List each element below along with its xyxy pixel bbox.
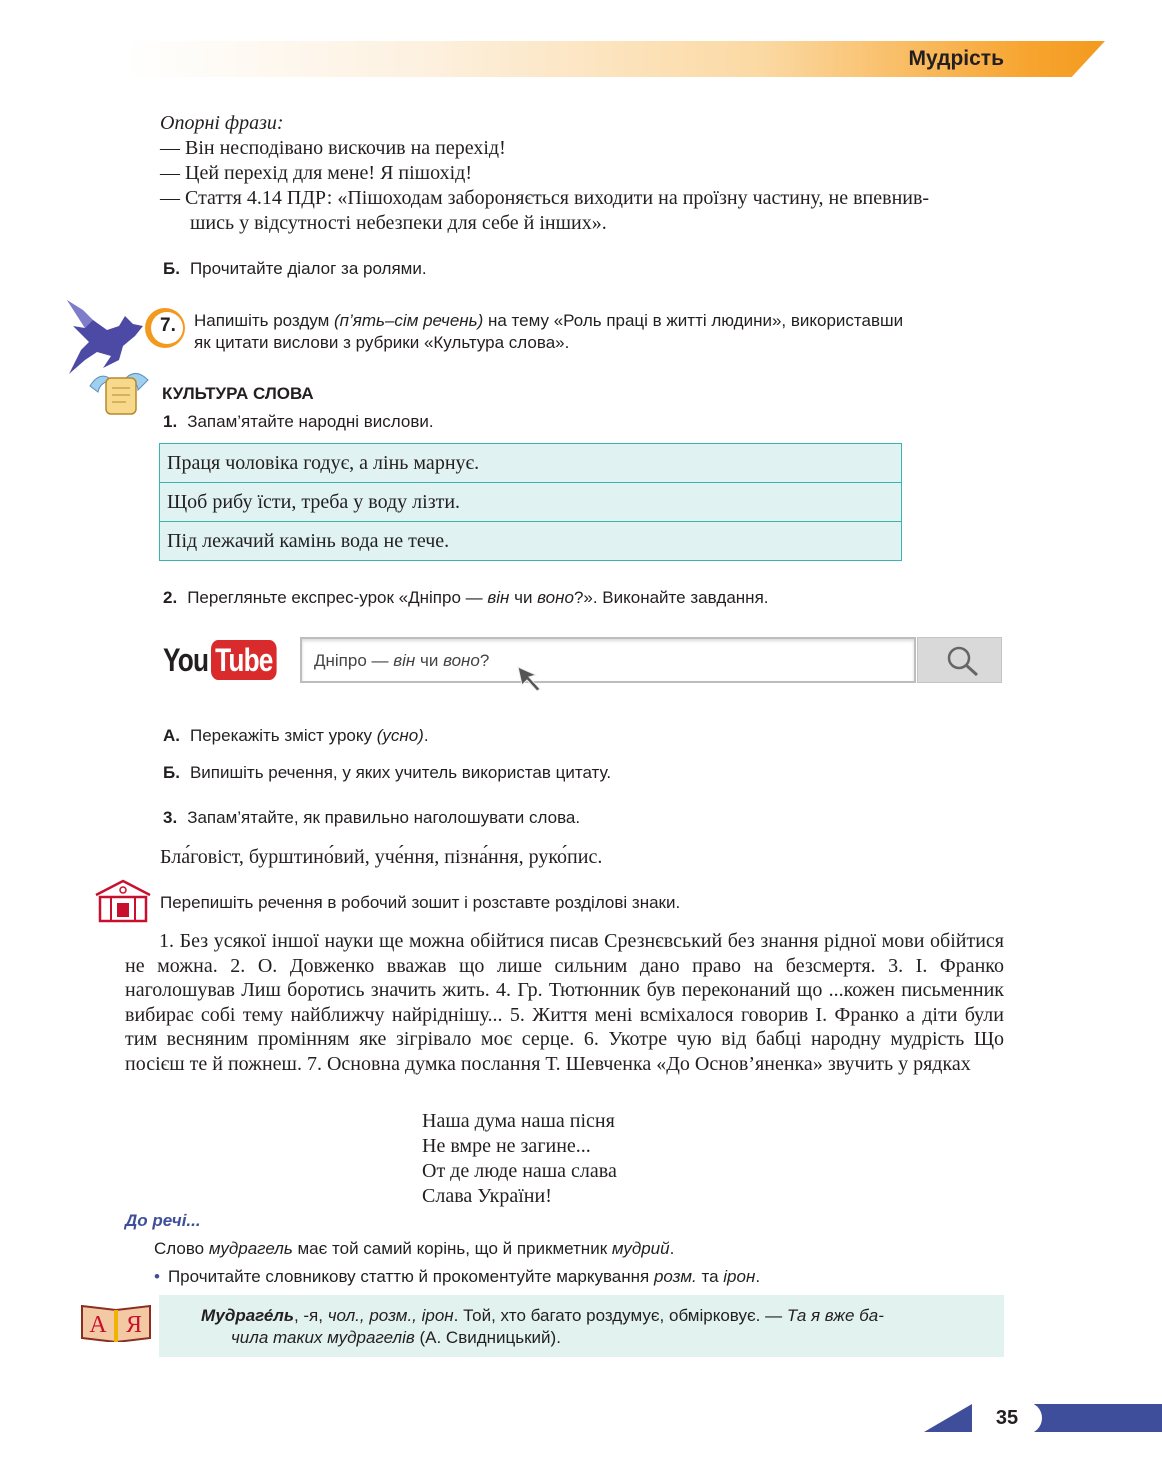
task-7-text [194, 310, 1014, 354]
task-text-end: . [423, 726, 429, 745]
text-part: . Той, хто багато роздумує, обмірковує. — [453, 1306, 787, 1325]
culture-heading: КУЛЬТУРА СЛОВА [162, 384, 314, 403]
text-part: , -я, [293, 1306, 328, 1325]
item-text-part: ?». Виконайте завдання. [573, 588, 769, 607]
text-part: має той самий корінь, що й прикметник [292, 1239, 612, 1258]
item-number: 1. [163, 412, 178, 431]
homework-house-icon [94, 879, 152, 923]
poem-line: Не вмре не загине... [422, 1135, 591, 1157]
task-number: 7. [160, 315, 176, 336]
mouse-cursor-icon [516, 665, 544, 693]
task-a-retell [163, 725, 429, 747]
homework-instruction: Перепишіть речення в робочий зошит і розставте розділові знаки. [160, 893, 681, 912]
support-phrases-heading: Опорні фрази: [160, 112, 284, 134]
task-text: Випишіть речення, у яких учитель використав цитату. [189, 763, 612, 782]
text-italic: ірон [723, 1267, 756, 1286]
text-italic: мудрагель [208, 1239, 293, 1258]
text-part: та [696, 1267, 724, 1286]
text-italic: мудрий [611, 1239, 670, 1258]
text-part: . [755, 1267, 761, 1286]
dictionary-headword: Мудраге́ль [201, 1306, 294, 1325]
text-italic: чол., розм., ірон [327, 1306, 454, 1325]
task-7-line-2: як цитати вислови з рубрики «Культура слова». [194, 333, 570, 352]
youtube-logo-tube: Tube [211, 640, 277, 680]
text-italic: розм. [653, 1267, 697, 1286]
search-icon [946, 645, 980, 677]
task-b-read-dialog [163, 258, 427, 280]
task-label: 3. [163, 808, 178, 827]
dictionary-entry [201, 1305, 991, 1349]
phrase-line: — Він несподівано вискочив на перехід! [160, 137, 506, 159]
dictionary-icon-letter: А [89, 1312, 107, 1338]
saying-row: Під лежачий камінь вода не тече. [167, 530, 450, 552]
by-the-way-heading: До речі... [125, 1211, 201, 1230]
item-italic: воно [537, 588, 574, 607]
youtube-search-input[interactable] [300, 637, 916, 683]
support-phrases [160, 111, 1010, 236]
task-text: Запам’ятайте, як правильно наголошувати слова. [187, 808, 581, 827]
task-7-italic: (п’ять–сім речень) [334, 311, 484, 330]
task-label: А. [163, 726, 180, 745]
text-italic: чила таких мудрагелів [231, 1328, 415, 1347]
search-text-part: ? [479, 651, 490, 670]
text-part: . [669, 1239, 675, 1258]
search-italic: воно [443, 651, 480, 670]
task-7-text-part: Напишіть роздум [194, 311, 334, 330]
phrase-line: — Стаття 4.14 ПДР: «Пішоходам забороняється виходити на проїзну частину, не впевнив- [160, 187, 930, 209]
task-3-stress [163, 807, 580, 829]
search-text-part: Дніпро — [314, 651, 394, 670]
by-the-way-text [154, 1238, 674, 1260]
text-part: Прочитайте словникову статтю й прокоментуйте маркування [167, 1267, 654, 1286]
dictionary-entry-box [159, 1295, 1004, 1357]
page-number: 35 [972, 1402, 1042, 1434]
saying-row: Щоб рибу їсти, треба у воду лізти. [160, 483, 901, 522]
youtube-logo [163, 639, 291, 681]
poem-line: От де люде наша слава [422, 1160, 617, 1182]
phrase-line: — Цей перехід для мене! Я пішохід! [160, 162, 472, 184]
pegasus-icon [63, 298, 145, 376]
text-italic: Та я вже ба- [786, 1306, 884, 1325]
youtube-logo-you: You [163, 641, 209, 678]
dictionary-icon-letter: Я [125, 1312, 143, 1338]
homework-paragraph: 1. Без усякої іншої науки ще можна обійтися писав Срезнєвський без знання рідної мови обійтися не можна. 2. О. Довженко вважав що лише сильним дано право на безсмертя. 3. І. Франко наголошував Лиш боротись значить жить. 4. Гр. Тютюнник був переконаний що ...кожен письменник вибирає собі тему найближчу найріднішу... 5. Життя мені всміхалося говорив І. Франко а діти були тим весняним промінням яке зігрівало моє серце. 6. Укотре чую від бабці народну мудрість Що посієш те й пожнеш. 7. Основна думка послання Т. Шевченка «До Основ’яненка» звучить у рядках [125, 930, 1004, 1075]
culture-item-2 [163, 587, 769, 609]
item-italic: він [487, 588, 510, 607]
dictionary-book-icon [80, 1302, 152, 1342]
poem [422, 1109, 617, 1209]
footer-bar-left [924, 1404, 972, 1432]
search-italic: він [393, 651, 416, 670]
task-7-text-part: на тему «Роль праці в житті людини», використавши [483, 311, 904, 330]
task-label: Б. [163, 259, 180, 278]
item-text-part: Перегляньте експрес-урок «Дніпро — [187, 588, 488, 607]
bullet-icon: • [154, 1267, 160, 1286]
footer-bar [1030, 1404, 1162, 1432]
sayings-table [159, 443, 902, 561]
section-title: Мудрість [908, 47, 1004, 70]
youtube-search-button[interactable] [917, 637, 1002, 683]
poem-line: Слава України! [422, 1185, 552, 1207]
item-number: 2. [163, 588, 178, 607]
text-part: (А. Свидницький). [414, 1328, 561, 1347]
item-text: Запам’ятайте народні вислови. [187, 412, 434, 431]
task-text: Прочитайте діалог за ролями. [189, 259, 427, 278]
poem-line: Наша дума наша пісня [422, 1110, 615, 1132]
item-text-part: чи [509, 588, 538, 607]
by-the-way-bullet [154, 1266, 760, 1288]
search-text-part: чи [415, 651, 444, 670]
task-label: Б. [163, 763, 180, 782]
stress-words: Бла́говіст, бурштино́вий, уче́ння, пізна́ння, руко́пис. [160, 846, 603, 868]
scroll-wings-icon [86, 368, 152, 420]
saying-row: Праця чоловіка годує, а лінь марнує. [160, 444, 901, 483]
task-italic: (усно) [376, 726, 424, 745]
search-query [314, 651, 489, 671]
task-text: Перекажіть зміст уроку [190, 726, 377, 745]
phrase-line: шись у відсутності небезпеки для себе й інших». [190, 212, 607, 234]
text-part: Слово [154, 1239, 209, 1258]
culture-item-1 [163, 411, 434, 433]
task-b-write-sentences [163, 762, 611, 784]
